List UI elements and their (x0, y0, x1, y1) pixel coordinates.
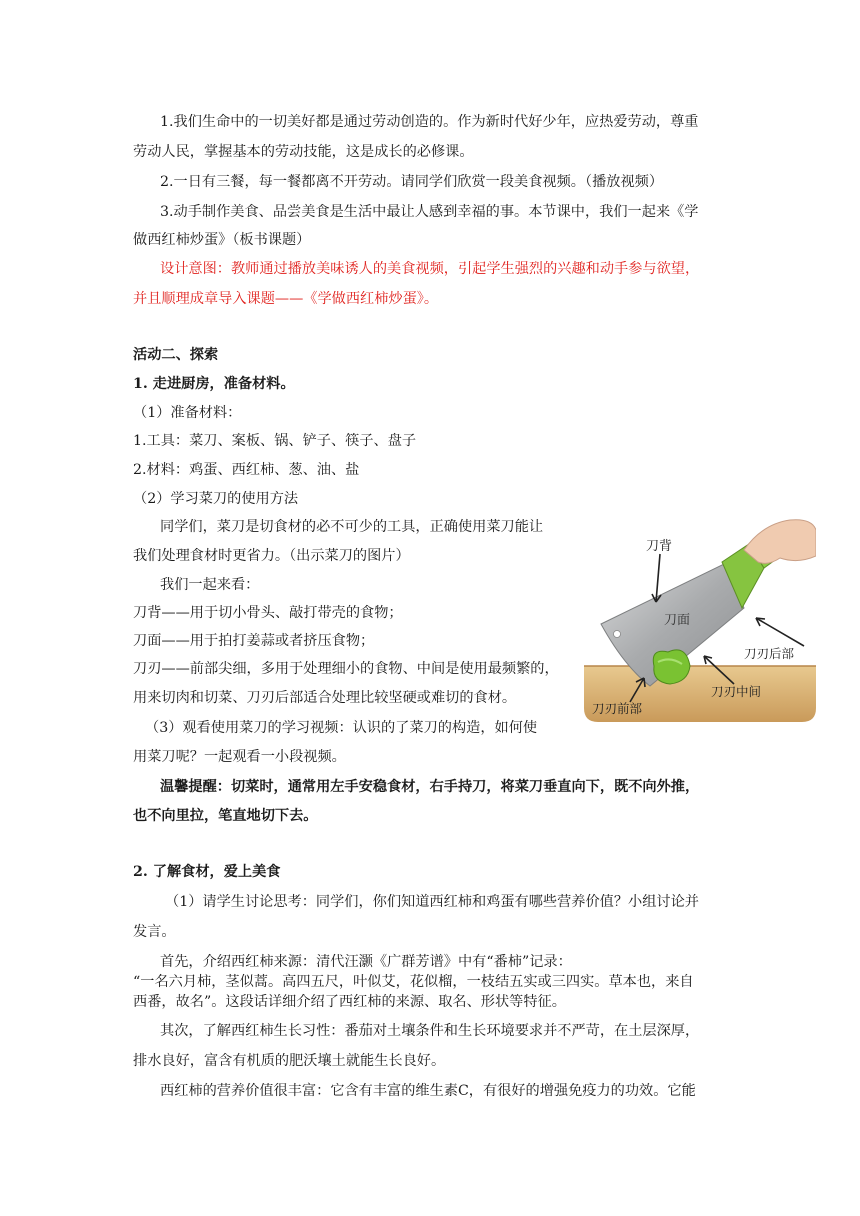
look-together: 我们一起来看： (160, 577, 260, 593)
label-rear-edge: 刀刃后部 (744, 646, 795, 661)
blade-back-desc: 刀背——用于切小骨头、敲打带壳的食物； (133, 605, 403, 621)
tomato-origin-line-3: 西番，故名”。这段话详细介绍了西红柿的来源、取名、形状等特征。 (133, 994, 566, 1010)
video-line-2: 用菜刀呢？一起观看一小段视频。 (133, 749, 346, 765)
knife-usage-heading: （2）学习菜刀的使用方法 (133, 491, 299, 507)
intro-paragraph-2: 2.一日有三餐，每一餐都离不开劳动。请同学们欣赏一段美食视频。（播放视频） (160, 174, 664, 190)
knife-diagram-figure (584, 516, 816, 722)
tomato-habit-line-2: 排水良好，富含有机质的肥沃壤土就能生长良好。 (133, 1053, 446, 1069)
discussion-line-2: 发言。 (133, 924, 176, 940)
intro-paragraph-3-line-1: 3.动手制作美食、品尝美食是生活中最让人感到幸福的事。本节课中，我们一起来《学 (160, 204, 699, 220)
tomato-origin-line-2: “一名六月柿，茎似蒿。高四五尺，叶似艾，花似榴，一枝结五实或三四实。草本也，来自 (133, 974, 694, 990)
video-line-1: （3）观看使用菜刀的学习视频：认识的了菜刀的构造，如何使 (145, 720, 538, 736)
safety-tip-line-2: 也不向里拉，笔直地切下去。 (133, 808, 318, 824)
label-face: 刀面 (664, 613, 691, 628)
tomato-origin-line-1: 首先，介绍西红柿来源：清代汪灏《广群芳谱》中有“番柿”记录： (160, 954, 572, 970)
blade-edge-desc-line-1: 刀刃——前部尖细，多用于处理细小的食物、中间是使用最频繁的， (133, 661, 559, 677)
knife-illustration (584, 516, 816, 722)
design-intent-line-1: 设计意图：教师通过播放美味诱人的美食视频，引起学生强烈的兴趣和动手参与欲望， (160, 261, 700, 277)
knife-intro-line-2: 我们处理食材时更省力。（出示菜刀的图片） (133, 548, 410, 564)
tools-list: 1.工具：菜刀、案板、锅、铲子、筷子、盘子 (133, 433, 417, 449)
section-2-heading: 2. 了解食材，爱上美食 (133, 864, 281, 880)
tomato-habit-line-1: 其次，了解西红柿生长习性：番茄对土壤条件和生长环境要求并不严苛，在土层深厚， (160, 1023, 700, 1039)
intro-paragraph-1-line-1: 1.我们生命中的一切美好都是通过劳动创造的。作为新时代好少年，应热爱劳动，尊重 (160, 114, 699, 130)
label-back: 刀背 (646, 539, 673, 554)
blade-hole (614, 631, 621, 638)
design-intent-line-2: 并且顺理成章导入课题——《学做西红柿炒蛋》。 (133, 291, 439, 307)
activity-heading: 活动二、探索 (133, 347, 219, 363)
safety-tip-line-1: 温馨提醒：切菜时，通常用左手安稳食材，右手持刀，将菜刀垂直向下，既不向外推， (160, 779, 700, 795)
section-1-heading: 1. 走进厨房，准备材料。 (133, 376, 295, 392)
label-front-edge: 刀刃前部 (592, 701, 643, 716)
materials-list: 2.材料：鸡蛋、西红柿、葱、油、盐 (133, 462, 360, 478)
knife-intro-line-1: 同学们，菜刀是切食材的必不可少的工具，正确使用菜刀能让 (160, 519, 544, 535)
label-middle-edge: 刀刃中间 (711, 684, 762, 699)
intro-paragraph-3-line-2: 做西红柿炒蛋》（板书课题） (133, 232, 311, 248)
intro-paragraph-1-line-2: 劳动人民，掌握基本的劳动技能，这是成长的必修课。 (133, 144, 474, 160)
tomato-nutrition-line-1: 西红柿的营养价值很丰富：它含有丰富的维生素C，有很好的增强免疫力的功效。它能 (160, 1083, 696, 1099)
prepare-materials-label: （1）准备材料： (133, 405, 242, 421)
blade-face-desc: 刀面——用于拍打姜蒜或者挤压食物； (133, 633, 375, 649)
discussion-line-1: （1）请学生讨论思考：同学们，你们知道西红柿和鸡蛋有哪些营养价值？小组讨论并 (165, 894, 699, 910)
blade-edge-desc-line-2: 用来切肉和切菜、刀刃后部适合处理比较坚硬或难切的食材。 (133, 690, 517, 706)
